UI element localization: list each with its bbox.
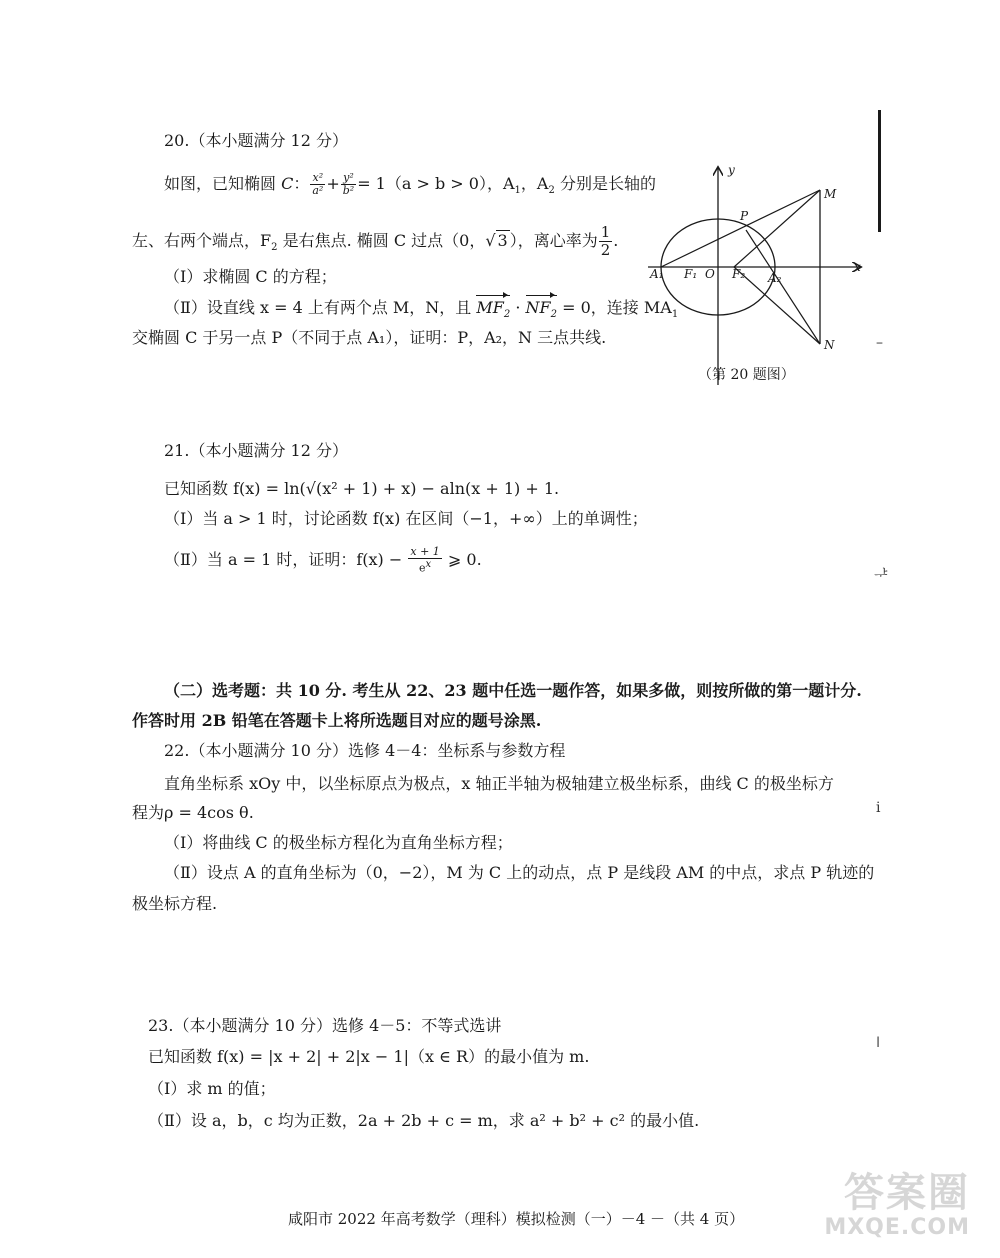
q20-l1-c: C — [281, 174, 294, 193]
margin-mark: ᅷ — [874, 568, 888, 584]
q21-p2-post: ⩾ 0. — [447, 549, 482, 569]
q22-header: 22.（本小题满分 10 分）选修 4－4：坐标系与参数方程 — [164, 741, 566, 760]
label-a2: A₂ — [768, 271, 782, 285]
page-footer: 咸阳市 2022 年高考数学（理科）模拟检测（一）－4 －（共 4 页） — [288, 1210, 745, 1228]
frac-x1-ex: $\frac{x + 1}{e^x}$ — [410, 545, 440, 575]
q20-l2-post: ），离心率为 — [509, 231, 598, 250]
q20-l1-post2: ，A — [520, 174, 549, 193]
q23-part1: （Ⅰ）求 m 的值； — [148, 1079, 276, 1098]
q20-p2-pre: （Ⅱ）设直线 x = 4 上有两个点 M，N，且 — [164, 298, 472, 317]
q20-l2-end: . — [613, 231, 619, 250]
sqrt-3: 3 — [497, 231, 508, 250]
frac-x2-a2: $\frac{\text{x²}}{\text{a²}}$ — [312, 171, 324, 197]
label-x: x — [854, 260, 861, 274]
q20-p2-post: = 0，连接 MA — [557, 298, 672, 317]
vec-nf-text: NF — [525, 298, 551, 317]
label-n: N — [824, 338, 835, 352]
q20-l1-colon: ： — [293, 174, 310, 193]
section2-line2: 作答时用 2B 铅笔在答题卡上将所选题目对应的题号涂黑. — [132, 711, 542, 730]
q23-line1: 已知函数 f(x) = |x + 2| + 2|x − 1|（x ∈ R）的最小值为 m. — [148, 1047, 590, 1066]
q22-line3: 极坐标方程. — [132, 894, 218, 913]
q20-line2: 左、右两个端点，$F_2$ 是右焦点. 椭圆 C 过点（0，√ 3 ），离心率为 $\frac{1}{2}$ . — [132, 223, 619, 259]
watermark-logo: 答案圈 — [844, 1170, 970, 1216]
section2-line1: （二）选考题：共 10 分. 考生从 22、23 题中任选一题作答，如果多做，则按所做的第一题计分. — [164, 681, 862, 700]
label-f2: F₂ — [732, 267, 746, 281]
label-y: y — [728, 163, 735, 177]
line-mf2 — [734, 190, 820, 267]
frac-one-half: $\frac{1}{2}$ — [600, 223, 611, 259]
q20-part2-cont: 交椭圆 C 于另一点 P（不同于点 A₁），证明：P，A₂，N 三点共线. — [132, 328, 607, 347]
margin-mark: – — [876, 335, 883, 351]
margin-mark: ǀ — [876, 1035, 881, 1051]
q20-part2: （Ⅱ）设直线 x = 4 上有两个点 M，N，且 $MF_2 \cdot NF_2 = 0$，连接 $MA_1$ — [164, 297, 678, 326]
q20-l1-post3: 分别是长轴的 — [554, 174, 656, 193]
margin-mark: ⅰ — [876, 800, 881, 816]
q21-header: 21.（本小题满分 12 分） — [164, 441, 348, 460]
margin-bar — [878, 110, 881, 232]
label-m: M — [824, 187, 837, 201]
q22-part1: （Ⅰ）将曲线 C 的极坐标方程化为直角坐标方程； — [164, 833, 513, 852]
q20-header: 20.（本小题满分 12 分） — [164, 131, 348, 150]
q21-line1: 已知函数 f(x) = ln(√(x² + 1) + x) − aln(x + 1) + 1. — [164, 479, 560, 498]
label-p: P — [740, 209, 749, 223]
q21-p2-pre: （Ⅱ）当 a = 1 时，证明：f(x) − — [164, 549, 403, 569]
q22-line1: 直角坐标系 xOy 中，以坐标原点为极点，x 轴正半轴为极轴建立极坐标系，曲线 C 的极坐标方 — [164, 774, 834, 793]
figure-caption: （第 20 题图） — [698, 367, 795, 383]
dot-op: · — [510, 298, 526, 317]
vector-mf2: $MF_2$ — [476, 297, 510, 326]
q21-part1: （Ⅰ）当 a > 1 时，讨论函数 f(x) 在区间（−1，+∞）上的单调性； — [164, 509, 648, 528]
frac-y2-b2: $\frac{\text{y²}}{\text{b²}}$ — [342, 171, 355, 197]
q22-line2: 程为ρ = 4cos θ. — [132, 803, 254, 822]
label-o: O — [705, 267, 715, 281]
q20-l1-post: = 1（a > b > 0），A — [357, 174, 515, 193]
q20-l1-pre: 如图，已知椭圆 — [164, 174, 282, 193]
q20-l2-mid: 是右焦点. 椭圆 C 过点（0， — [277, 231, 486, 250]
q20-line1: 如图，已知椭圆 C： $\frac{\text{x²}}{\text{a²}}$ + $\frac{\text{y²}}{\text{b²}}$ = 1（a > b > 0），$A_1$，$A_2$ 分别是长轴的 — [164, 171, 656, 197]
ellipse-figure — [648, 160, 873, 390]
q21-part2 — [164, 546, 482, 575]
q20-l2-pre: 左、右两个端点，F — [132, 231, 272, 250]
label-f1: F₁ — [684, 267, 698, 281]
watermark-url: MXQE.COM — [824, 1215, 970, 1240]
q23-part2: （Ⅱ）设 a，b，c 均为正数，2a + 2b + c = m，求 a² + b² + c² 的最小值. — [148, 1111, 700, 1130]
vec-mf-text: MF — [476, 298, 504, 317]
label-a1: A₁ — [650, 267, 664, 281]
q22-part2: （Ⅱ）设点 A 的直角坐标为（0，−2），M 为 C 上的动点，点 P 是线段 AM 的中点，求点 P 轨迹的 — [164, 863, 875, 882]
q23-header: 23.（本小题满分 10 分）选修 4－5：不等式选讲 — [148, 1016, 502, 1035]
q20-part1: （Ⅰ）求椭圆 C 的方程； — [164, 267, 337, 286]
vector-nf2: $NF_2$ — [526, 297, 557, 326]
